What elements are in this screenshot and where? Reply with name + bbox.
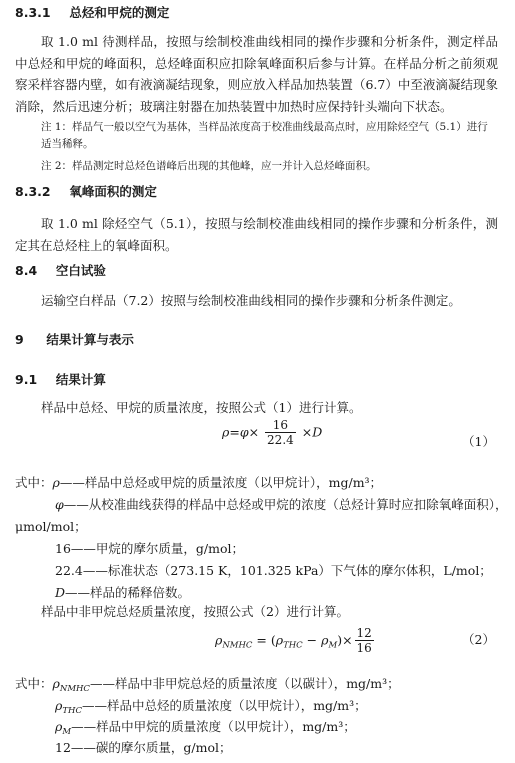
rho-symbol: ρ xyxy=(275,632,284,648)
where-text: ——样品中甲烷的质量浓度（以甲烷计），mg/m³； xyxy=(71,719,356,734)
where-lead: 式中： xyxy=(15,475,53,490)
fraction-denominator: 22.4 xyxy=(267,433,294,448)
section-title: 结果计算 xyxy=(55,372,106,387)
equation-lhs: ρ=φ× xyxy=(222,424,260,440)
rho-symbol: ρ xyxy=(215,632,223,648)
section-title: 空白试验 xyxy=(55,263,106,278)
section-title: 氧峰面积的测定 xyxy=(69,184,157,199)
where-symbol: φ xyxy=(55,497,64,512)
equation-2-label: （2） xyxy=(462,632,495,647)
equation-1 xyxy=(222,418,322,448)
where-item xyxy=(55,698,367,717)
minus-sign: − xyxy=(302,632,322,648)
fraction-numerator: 16 xyxy=(265,418,296,433)
where-item xyxy=(55,563,492,580)
section-number: 9.1 xyxy=(15,372,38,387)
equation-open: = ( xyxy=(252,632,276,648)
where-item xyxy=(55,541,244,558)
where-subscript: M xyxy=(62,727,72,737)
where-text: 22.4——标准状态（273.15 K，101.325 kPa）下气体的摩尔体积，L/mol； xyxy=(55,563,492,578)
section-title: 总烃和甲烷的测定 xyxy=(69,5,170,20)
equation-tail: ×D xyxy=(301,424,323,440)
where-symbol: ρ xyxy=(55,698,63,713)
where-item xyxy=(55,719,356,738)
where-item xyxy=(55,740,232,757)
where-item xyxy=(15,475,382,492)
where-text: ——样品的稀释倍数。 xyxy=(65,585,191,600)
equation-fraction xyxy=(265,418,296,448)
paragraph-8-3-1: 取 1.0 ml 待测样品，按照与绘制校准曲线相同的操作步骤和分析条件，测定样品中总烃和甲烷的峰面积，总烃峰面积应扣除氧峰面积后参与计算。在样品分析之前须观察采样容器内壁，如有液滴凝结现象，则应放入样品加热装置（6.7）中至液滴凝结现象消除，然后迅速分析；玻璃注射器在加热装置中加热时应保持针头端向下状态。 xyxy=(15,34,498,114)
equation-close: )× xyxy=(337,632,353,648)
fraction-denominator: 16 xyxy=(356,641,372,656)
equation-fraction xyxy=(355,626,374,656)
where-text: ——从校准曲线获得的样品中总烃或甲烷的浓度（总烃计算时应扣除氧峰面积）， xyxy=(63,497,508,512)
where-subscript: THC xyxy=(62,706,82,716)
section-number: 8.3.2 xyxy=(15,184,51,199)
where-text: ——样品中非甲烷总烃的质量浓度（以碳计），mg/m³； xyxy=(89,676,400,691)
where-item xyxy=(55,585,190,602)
where-symbol: ρ xyxy=(55,719,63,734)
paragraph-9-1-nmhc: 样品中非甲烷总烃质量浓度，按照公式（2）进行计算。 xyxy=(41,604,349,619)
section-heading-9 xyxy=(15,332,134,349)
where-symbol: ρ xyxy=(52,475,60,490)
section-number: 9 xyxy=(15,332,24,347)
where-text: ——样品中总烃的质量浓度（以甲烷计），mg/m³； xyxy=(81,698,367,713)
section-number: 8.3.1 xyxy=(15,5,51,20)
section-heading-8-4 xyxy=(15,263,106,280)
subscript-nmhc: NMHC xyxy=(222,640,253,651)
where-lead: 式中： xyxy=(15,676,53,691)
section-heading-8-3-1 xyxy=(15,5,169,22)
where-subscript: NMHC xyxy=(59,684,90,694)
fraction-numerator: 12 xyxy=(356,626,372,640)
where-text: μmol/mol； xyxy=(15,519,87,534)
where-text: 12——碳的摩尔质量，g/mol； xyxy=(55,740,232,755)
note-2: 注 2：样品测定时总烃色谱峰后出现的其他峰，应一并计入总烃峰面积。 xyxy=(41,160,377,172)
rho-symbol: ρ xyxy=(321,632,329,648)
where-item xyxy=(15,519,87,536)
section-number: 8.4 xyxy=(15,263,38,278)
where-symbol: ρ xyxy=(52,676,60,691)
where-item xyxy=(15,676,400,695)
subscript-m: M xyxy=(328,640,338,651)
section-heading-9-1 xyxy=(15,372,106,389)
note-1: 注 1：样品气一般以空气为基体，当样品浓度高于校准曲线最高点时，应用除烃空气（5.1）进行适当稀释。 xyxy=(41,121,488,150)
equation-2 xyxy=(215,626,376,656)
equation-1-label: （1） xyxy=(462,434,495,449)
subscript-thc: THC xyxy=(283,640,303,651)
where-text: ——样品中总烃或甲烷的质量浓度（以甲烷计），mg/m³； xyxy=(59,475,383,490)
where-symbol: D xyxy=(55,585,66,600)
section-title: 结果计算与表示 xyxy=(46,332,134,347)
paragraph-8-3-2: 取 1.0 ml 除烃空气（5.1），按照与绘制校准曲线相同的操作步骤和分析条件，测定其在总烃柱上的氧峰面积。 xyxy=(15,216,498,253)
where-item xyxy=(55,497,508,514)
paragraph-9-1-intro: 样品中总烃、甲烷的质量浓度，按照公式（1）进行计算。 xyxy=(41,400,362,415)
paragraph-8-4: 运输空白样品（7.2）按照与绘制校准曲线相同的操作步骤和分析条件测定。 xyxy=(41,293,461,308)
section-heading-8-3-2 xyxy=(15,184,157,201)
where-text: 16——甲烷的摩尔质量，g/mol； xyxy=(55,541,244,556)
